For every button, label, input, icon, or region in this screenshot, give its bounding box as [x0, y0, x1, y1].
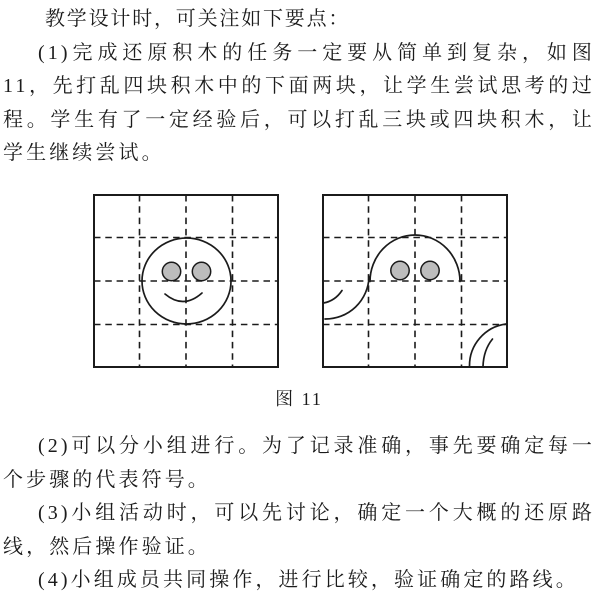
paragraph-1-line-1: (1)完成还原积木的任务一定要从简单到复杂，如图 [38, 41, 595, 64]
scrambled-mouth-piece-left [324, 290, 343, 303]
figure-11 [93, 194, 595, 368]
paragraph-intro: 教学设计时，可关注如下要点： [45, 8, 351, 30]
figure-right-scrambled-puzzle [322, 194, 508, 368]
left-eye [391, 261, 409, 279]
paragraph-1-line-2: 11，先打乱四块积木中的下面两块，让学生尝试思考的过 [3, 75, 595, 98]
grid-lines [94, 195, 278, 367]
scrambled-arc-bottom-left [325, 277, 369, 319]
right-eye [421, 261, 439, 279]
paragraph-1-line-4: 学生继续尝试。 [3, 142, 165, 165]
paragraph-2-line-2: 个步骤的代表符号。 [3, 468, 211, 491]
paragraph-3-line-1: (3)小组活动时，可以先讨论，确定一个大概的还原路 [38, 502, 595, 525]
right-eye [192, 262, 210, 280]
paragraph-3-line-2: 线，然后操作验证。 [3, 535, 211, 558]
paragraph-4-line-1: (4)小组成员共同操作，进行比较，验证确定的路线。 [38, 569, 579, 592]
paragraph-2-line-1: (2)可以分小组进行。为了记录准确，事先要确定每一 [38, 434, 595, 457]
grid-lines [323, 195, 507, 367]
figure-left-assembled-puzzle [93, 194, 279, 368]
smile-mouth [165, 293, 202, 302]
left-eye [162, 262, 180, 280]
scrambled-mouth-piece-right [483, 339, 493, 367]
paragraph-1-line-3: 程。学生有了一定经验后，可以打乱三块或四块积木，让 [3, 108, 595, 131]
figure-caption: 图 11 [275, 388, 323, 409]
